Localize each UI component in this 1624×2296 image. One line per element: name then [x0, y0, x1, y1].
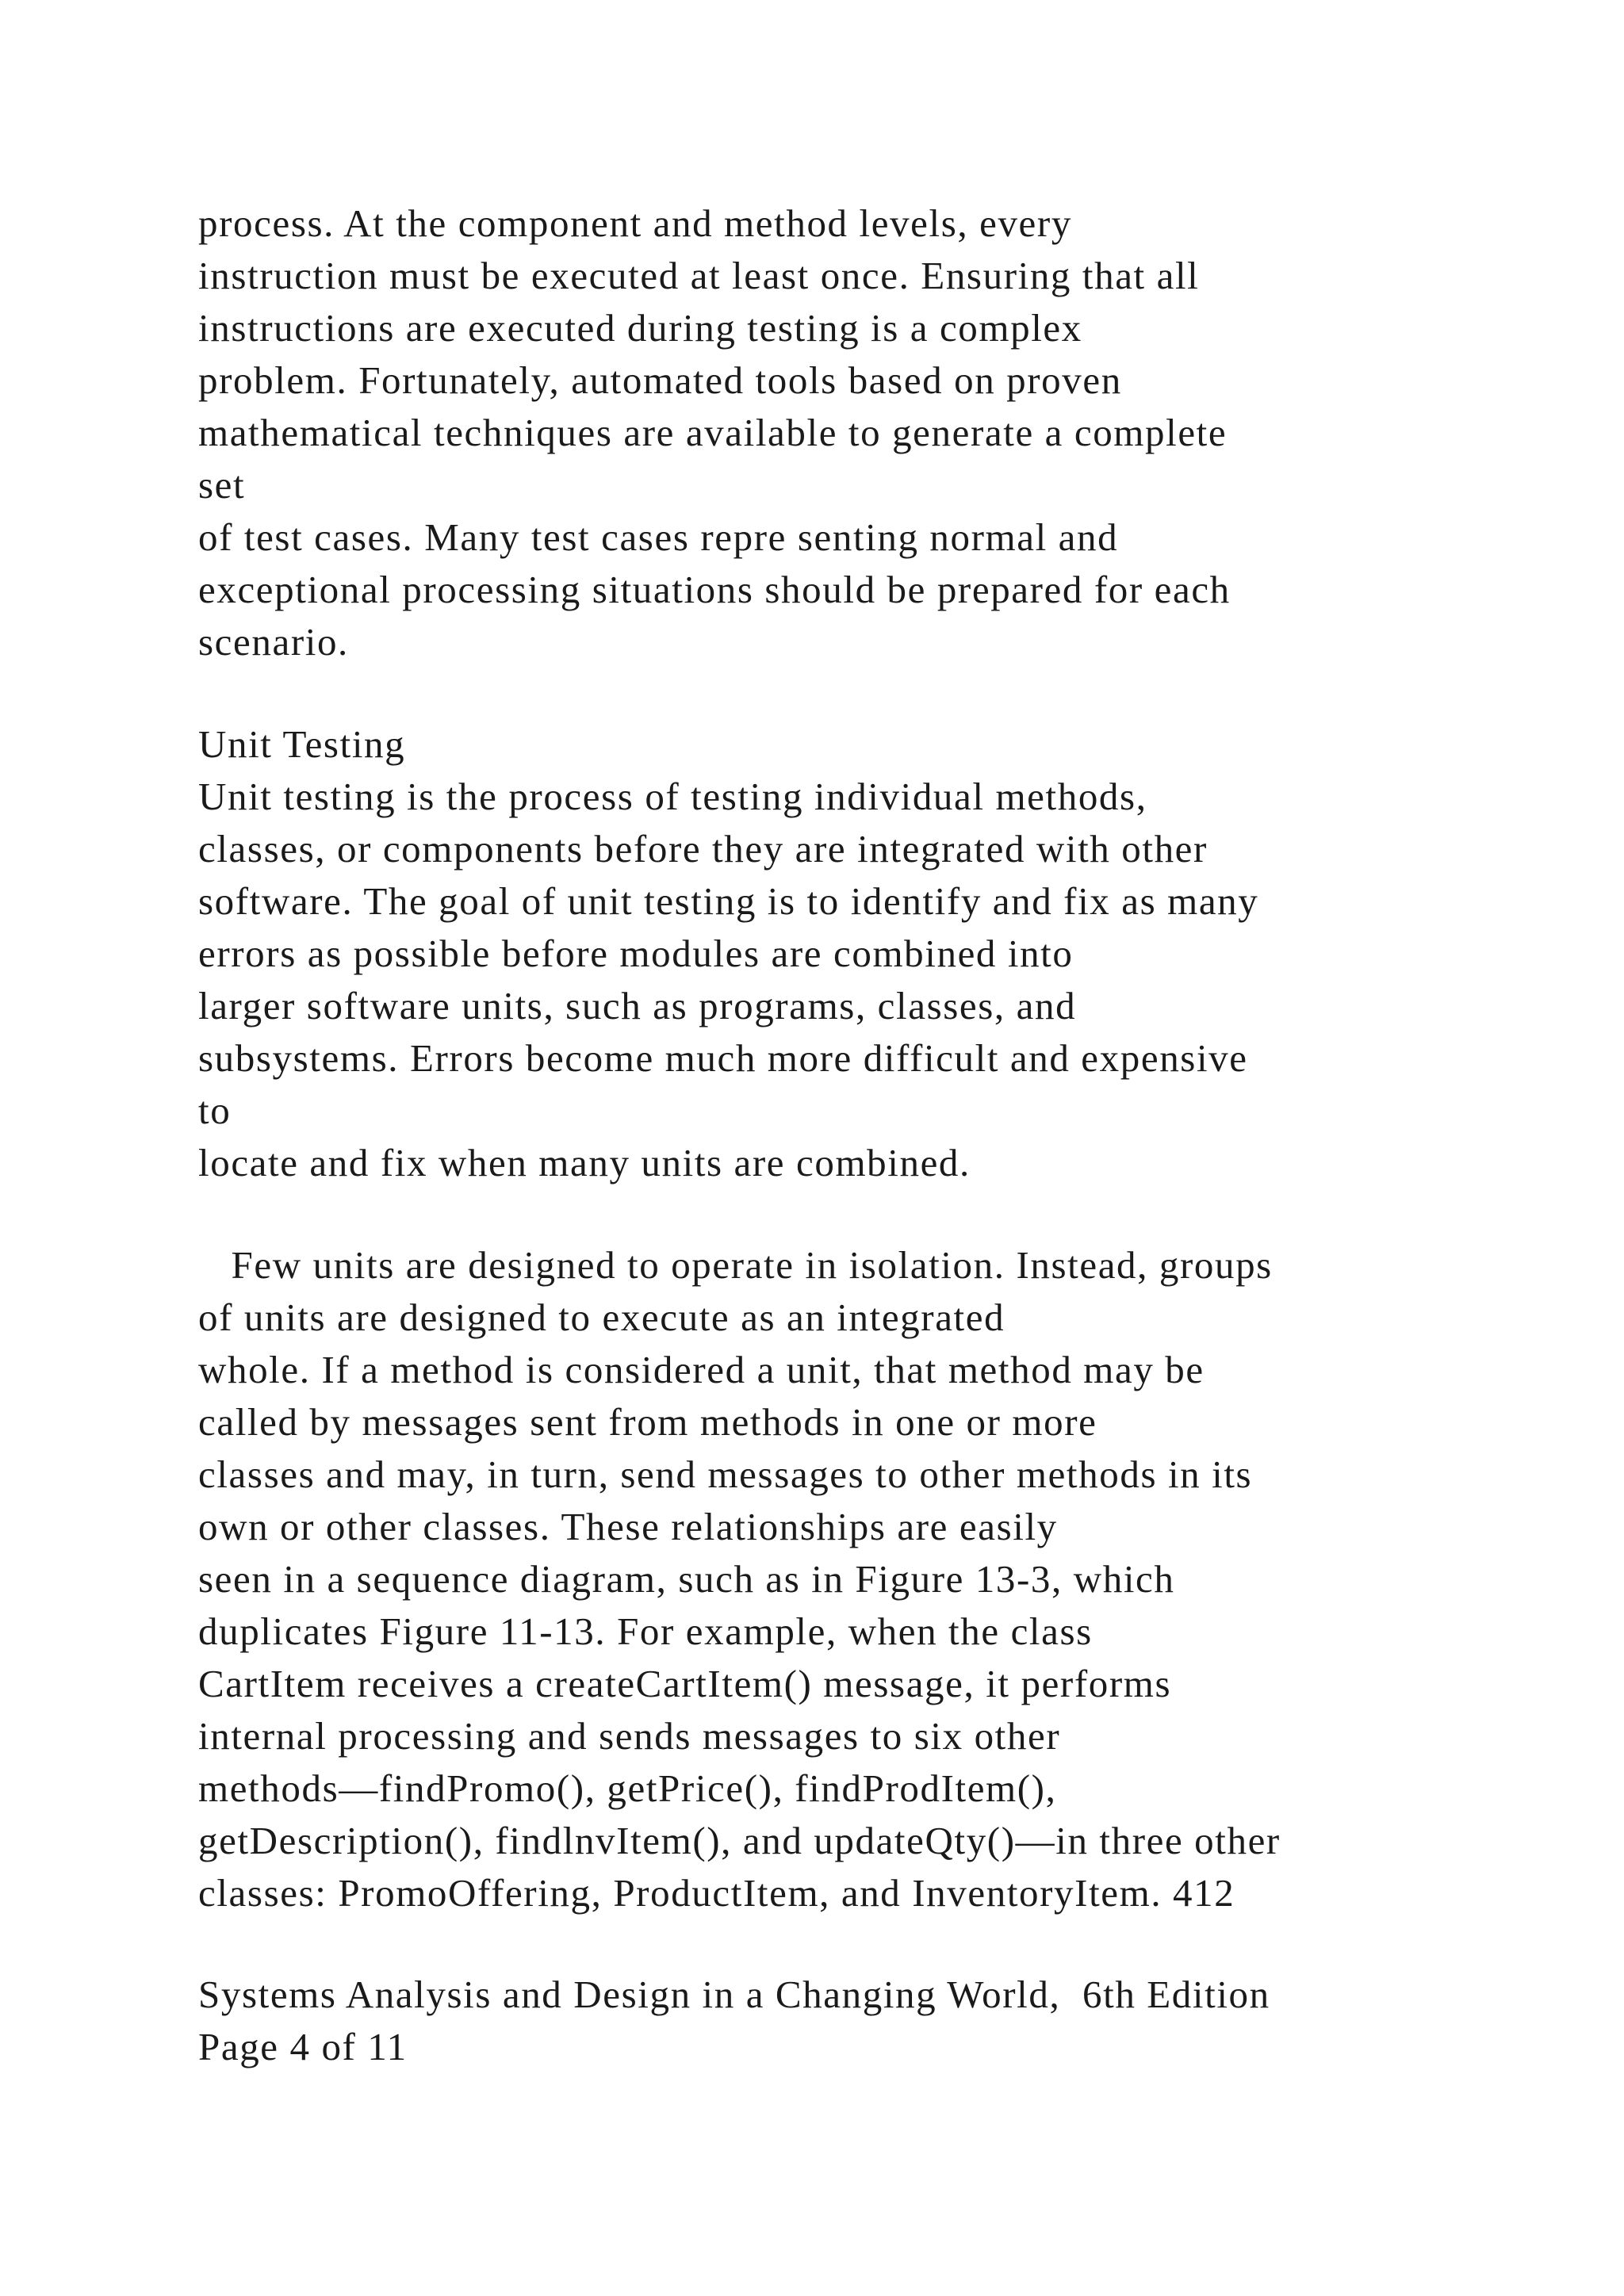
text-line: Few units are designed to operate in isolation. Instead, groups	[198, 1243, 1273, 1287]
text-line: own or other classes. These relationships are easily	[198, 1505, 1058, 1548]
text-line: whole. If a method is considered a unit, that method may be	[198, 1348, 1205, 1391]
book-title: Systems Analysis and Design in a Changing World, 6th Edition	[198, 1973, 1270, 2016]
section-unit-testing	[198, 718, 1546, 1189]
text-line: software. The goal of unit testing is to identify and fix as many	[198, 879, 1259, 923]
text-line: seen in a sequence diagram, such as in Figure 13-3, which	[198, 1557, 1175, 1601]
text-line: to	[198, 1089, 232, 1132]
paragraph-process	[198, 197, 1546, 668]
text-line: internal processing and sends messages to six other	[198, 1714, 1061, 1758]
text-line: mathematical techniques are available to generate a complete	[198, 411, 1228, 454]
paragraph-few-units	[198, 1239, 1546, 1919]
text-line: exceptional processing situations should be prepared for each	[198, 568, 1231, 611]
text-line: instructions are executed during testing is a complex	[198, 306, 1082, 350]
text-line: of units are designed to execute as an integrated	[198, 1295, 1005, 1339]
section-heading: Unit Testing	[198, 722, 406, 766]
text-line: getDescription(), findlnvItem(), and updateQty()—in three other	[198, 1819, 1281, 1862]
text-line: methods—findPromo(), getPrice(), findProdItem(),	[198, 1766, 1057, 1810]
text-line: subsystems. Errors become much more difficult and expensive	[198, 1036, 1248, 1080]
text-line: errors as possible before modules are combined into	[198, 932, 1074, 975]
text-line: set	[198, 463, 246, 507]
text-line: classes and may, in turn, send messages to other methods in its	[198, 1452, 1253, 1496]
text-line: process. At the component and method levels, every	[198, 201, 1072, 245]
text-line: classes, or components before they are integrated with other	[198, 827, 1208, 871]
text-line: larger software units, such as programs, classes, and	[198, 984, 1077, 1027]
text-line: of test cases. Many test cases repre senting normal and	[198, 515, 1119, 559]
text-line: scenario.	[198, 620, 349, 664]
text-line: classes: PromoOffering, ProductItem, and InventoryItem. 412	[198, 1871, 1235, 1915]
text-line: problem. Fortunately, automated tools based on proven	[198, 358, 1122, 402]
text-line: called by messages sent from methods in one or more	[198, 1400, 1097, 1444]
page-footer	[198, 1969, 1546, 2073]
text-line: locate and fix when many units are combined.	[198, 1141, 971, 1184]
page-number: Page 4 of 11	[198, 2025, 408, 2068]
text-line: CartItem receives a createCartItem() message, it performs	[198, 1662, 1172, 1705]
text-line: duplicates Figure 11-13. For example, when the class	[198, 1609, 1093, 1653]
text-line: Unit testing is the process of testing individual methods,	[198, 775, 1147, 818]
text-line: instruction must be executed at least once. Ensuring that all	[198, 254, 1200, 297]
